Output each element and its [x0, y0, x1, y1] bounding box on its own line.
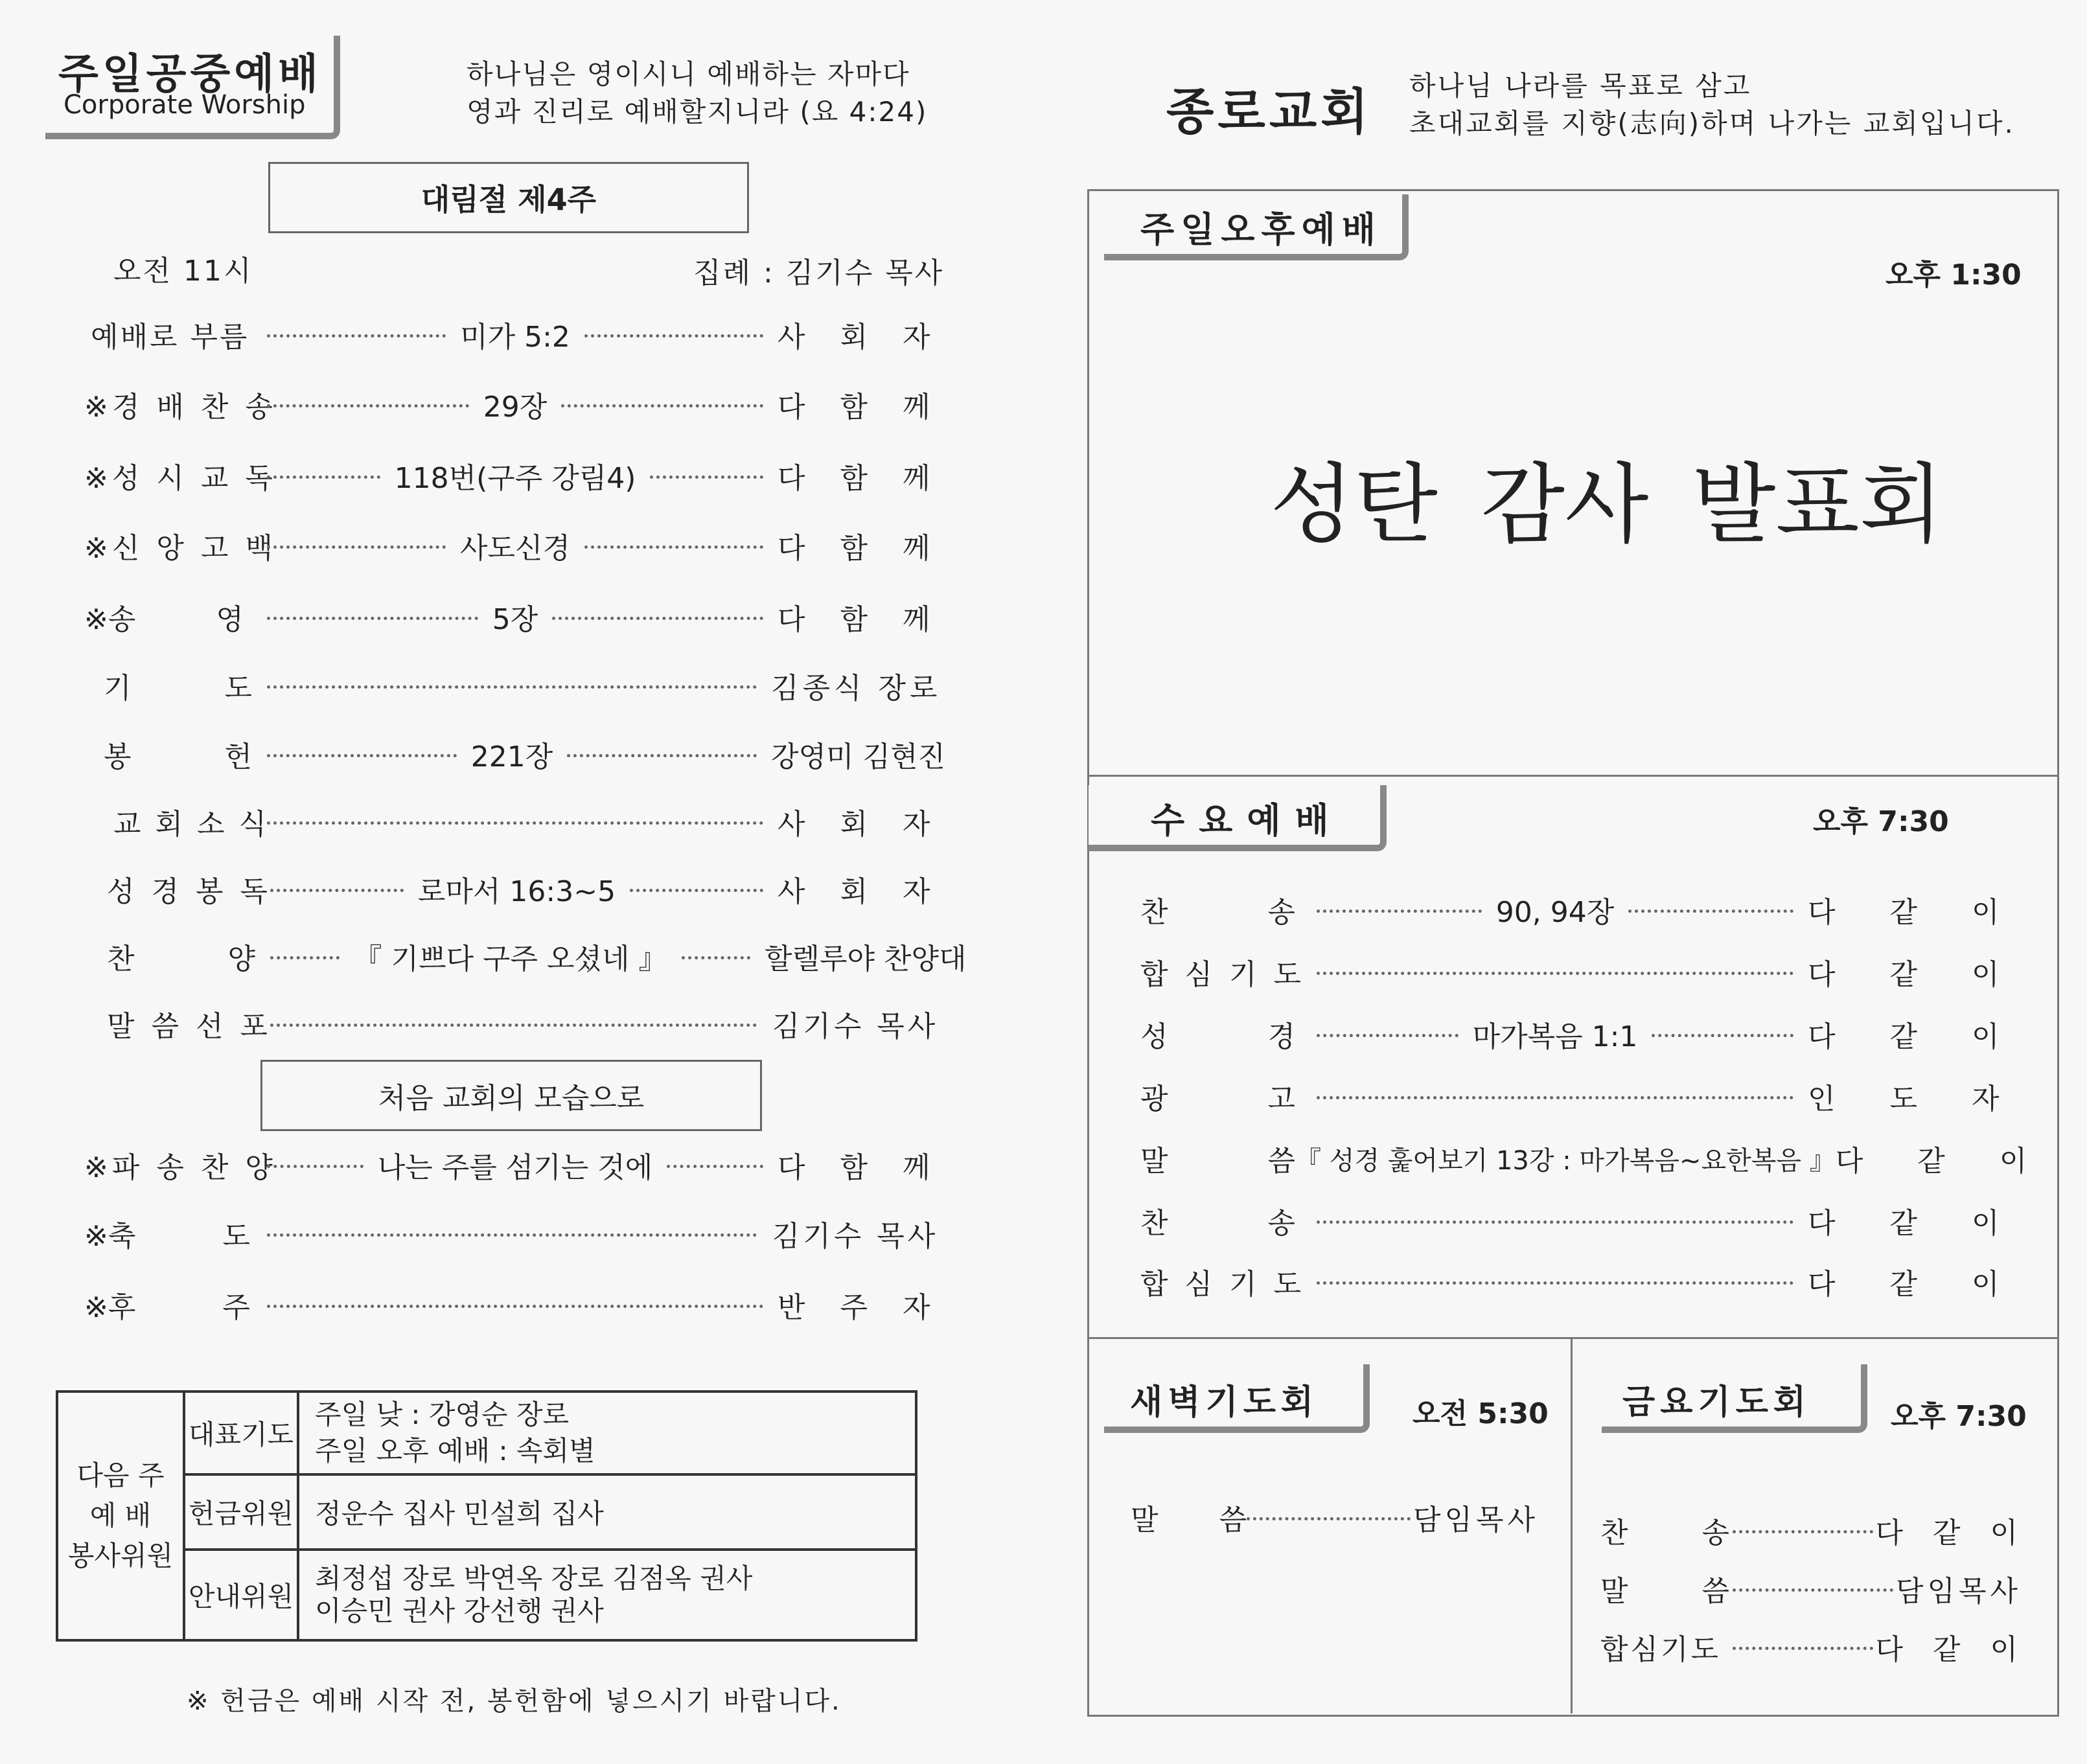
title-korean: 주일공중예배	[58, 51, 322, 98]
order-content: 로마서 16:3~5	[417, 875, 616, 908]
order-row	[107, 1003, 940, 1044]
staff-role: 안내위원	[184, 1550, 298, 1640]
order-row	[1140, 889, 2000, 930]
corporate-worship-title-tab	[45, 36, 340, 139]
order-person: 다 같 이	[1875, 1517, 2022, 1550]
order-row	[1600, 1509, 2022, 1551]
order-person: 김기수 목사	[772, 1220, 939, 1253]
staff-names: 주일 낮 : 강영순 장로 주일 오후 예배 : 속회별	[298, 1392, 916, 1474]
order-row	[84, 596, 943, 637]
order-person: 반 주 자	[778, 1291, 943, 1324]
order-item: 교 회 소 식	[113, 808, 269, 841]
order-item: 말 씀	[1600, 1575, 1729, 1608]
order-row	[1131, 1496, 1539, 1538]
order-person: 김종식 장로	[771, 672, 941, 705]
order-content: 미가 5:2	[460, 321, 570, 354]
order-item: 찬 송	[1140, 1207, 1295, 1240]
staff-names: 최정섭 장로 박연옥 장로 김점옥 권사 이승민 권사 강선행 권사	[298, 1550, 916, 1640]
order-content: 29장	[483, 391, 548, 424]
divider	[1571, 1339, 1573, 1713]
order-row	[1140, 1200, 2000, 1241]
order-person: 다 함 께	[778, 1151, 943, 1184]
order-content: 5장	[492, 603, 538, 636]
order-row	[84, 525, 943, 566]
friday-prayer-title: 금요기도회	[1622, 1383, 1812, 1422]
sermon-title: 처음 교회의 모습으로	[378, 1082, 645, 1115]
staff-group-label: 다음 주 예 배 봉사위원	[57, 1392, 184, 1640]
order-item: 성 경 봉 독	[107, 875, 271, 908]
order-item: 기 도	[104, 672, 252, 705]
week-title: 대림절 제4주	[421, 182, 597, 217]
order-row	[1140, 1075, 2000, 1117]
church-name: 종로교회	[1166, 83, 1372, 141]
order-person: 인 도 자	[1808, 1082, 2000, 1116]
order-item: 합심기도	[1600, 1633, 1722, 1666]
order-person: 다 같 이	[1835, 1145, 2027, 1178]
order-item: 찬 송	[1140, 896, 1295, 929]
wednesday-title: 수요예배	[1151, 800, 1343, 841]
order-content: 마가복음 1:1	[1472, 1020, 1638, 1053]
sunday-afternoon-title: 주일오후예배	[1140, 209, 1382, 250]
verse-line-1: 하나님은 영이시니 예배하는 자마다	[467, 58, 910, 90]
order-item: ※경 배 찬 송	[84, 391, 277, 424]
order-item: 광 고	[1140, 1082, 1295, 1116]
order-person: 강영미 김현진	[771, 740, 946, 773]
order-item: ※축 도	[84, 1220, 250, 1253]
order-item: 합 심 기 도	[1140, 958, 1305, 991]
order-item: ※송 영	[84, 603, 244, 636]
order-item: ※파 송 찬 양	[84, 1151, 277, 1184]
order-row	[1140, 1138, 2027, 1179]
order-item: 성 경	[1140, 1020, 1295, 1053]
order-item: 말 씀	[1131, 1504, 1247, 1537]
offering-note: ※ 헌금은 예배 시작 전, 봉헌함에 넣으시기 바랍니다.	[187, 1686, 842, 1716]
order-content: 118번(구주 강림4)	[394, 462, 636, 495]
order-row	[84, 1213, 940, 1254]
sunday-afternoon-title-tab	[1104, 194, 1409, 260]
title-english: Corporate Worship	[63, 90, 306, 120]
order-row	[1140, 1013, 2000, 1055]
sunday-afternoon-main-text: 성탄 감사 발표회	[1270, 454, 1944, 555]
officiant: 집례 : 김기수 목사	[693, 257, 945, 290]
order-person: 할렐루야 찬양대	[765, 943, 967, 976]
order-item: 합 심 기 도	[1140, 1268, 1305, 1301]
sunday-afternoon-time: 오후 1:30	[1885, 258, 2022, 292]
order-person: 다 같 이	[1808, 1207, 2000, 1240]
order-content: 나는 주를 섬기는 것에	[377, 1151, 653, 1184]
order-item: ※성 시 교 독	[84, 462, 277, 495]
staff-names: 정운수 집사 민설희 집사	[298, 1474, 916, 1550]
order-item: ※후 주	[84, 1291, 250, 1324]
wednesday-time: 오후 7:30	[1813, 805, 1949, 838]
order-row	[107, 935, 967, 977]
order-row	[104, 665, 940, 706]
week-title-box	[268, 162, 749, 233]
dawn-prayer-time: 오전 5:30	[1412, 1397, 1549, 1430]
order-row	[84, 455, 943, 496]
church-motto-line-1: 하나님 나라를 목표로 삼고	[1409, 70, 1752, 102]
wednesday-title-tab	[1089, 785, 1387, 851]
order-content: 『 기쁘다 구주 오셨네 』	[353, 943, 667, 976]
friday-prayer-time: 오후 7:30	[1891, 1400, 2027, 1433]
order-row	[107, 868, 943, 910]
order-person: 다 함 께	[778, 391, 943, 424]
sermon-title-box	[260, 1060, 762, 1131]
order-person: 다 함 께	[778, 532, 943, 565]
order-person: 다 같 이	[1875, 1633, 2022, 1666]
order-person: 사 회 자	[778, 808, 943, 841]
verse-line-2: 영과 진리로 예배할지니라 (요 4:24)	[467, 96, 928, 128]
order-person: 사 회 자	[778, 875, 943, 908]
next-week-staff-table	[56, 1390, 917, 1642]
friday-prayer-title-tab	[1602, 1364, 1867, 1433]
order-item: ※신 앙 고 백	[84, 532, 277, 565]
service-time: 오전 11시	[113, 255, 253, 288]
order-person: 다 같 이	[1808, 896, 2000, 929]
order-item: 말 씀	[1140, 1145, 1295, 1178]
order-content: 사도신경	[460, 532, 571, 565]
divider	[1089, 775, 2057, 777]
order-person: 담임목사	[1412, 1504, 1539, 1537]
order-item: 찬 양	[107, 943, 255, 976]
divider	[1089, 1337, 2057, 1339]
staff-role: 대표기도	[184, 1392, 298, 1474]
church-motto-line-2: 초대교회를 지향(志向)하며 나가는 교회입니다.	[1409, 108, 2015, 139]
dawn-prayer-title: 새벽기도회	[1130, 1383, 1319, 1422]
staff-role: 헌금위원	[184, 1474, 298, 1550]
order-row	[84, 1284, 943, 1325]
dawn-prayer-title-tab	[1104, 1364, 1370, 1433]
order-row	[1140, 1261, 2000, 1302]
order-row	[1140, 951, 2000, 992]
order-row	[84, 384, 943, 425]
order-person: 다 함 께	[778, 462, 943, 495]
order-person: 김기수 목사	[772, 1010, 939, 1043]
order-row	[113, 801, 943, 842]
order-content: 『 성경 훑어보기 13강 : 마가복음~요한복음 』	[1295, 1145, 1836, 1176]
order-person: 다 같 이	[1808, 958, 2000, 991]
order-person: 다 같 이	[1808, 1268, 2000, 1301]
order-item: 찬 송	[1600, 1517, 1729, 1550]
order-person: 다 같 이	[1808, 1020, 2000, 1053]
order-row	[91, 314, 943, 355]
order-item: 봉 헌	[104, 740, 252, 773]
order-row	[104, 733, 946, 775]
order-person: 다 함 께	[778, 603, 943, 636]
order-content: 221장	[470, 740, 553, 773]
order-item: 예배로 부름	[91, 321, 249, 354]
order-person: 사 회 자	[778, 321, 943, 354]
order-content: 90, 94장	[1495, 896, 1615, 929]
order-row	[1600, 1626, 2022, 1667]
order-person: 담임목사	[1895, 1575, 2022, 1608]
order-item: 말 씀 선 포	[107, 1010, 271, 1043]
order-row	[84, 1144, 943, 1186]
order-row	[1600, 1568, 2022, 1609]
